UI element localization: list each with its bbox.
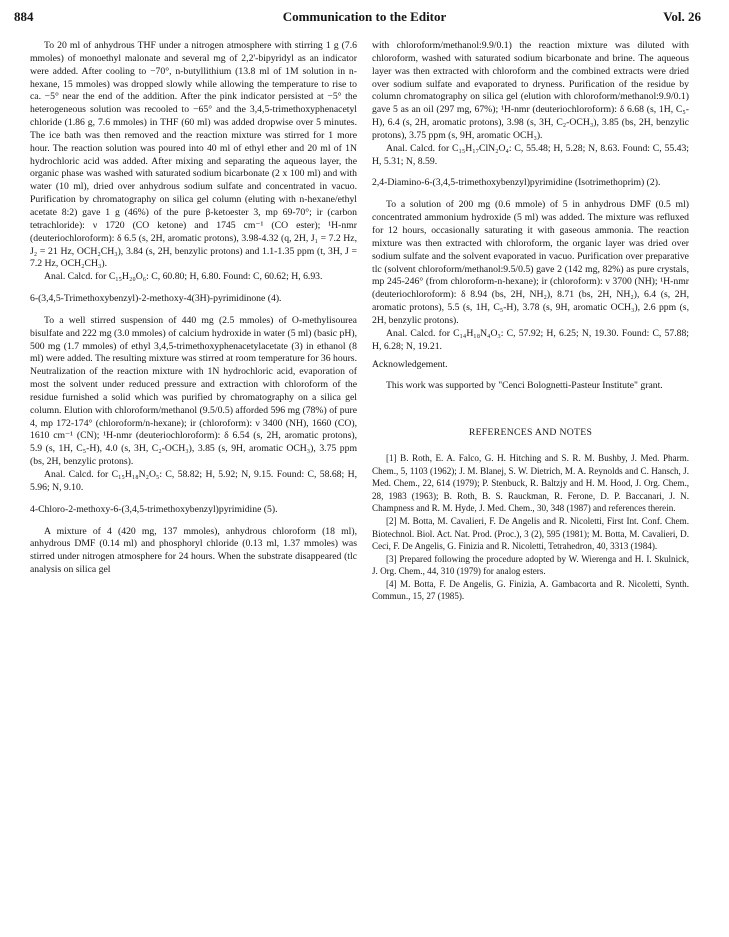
- reference-item: [3] Prepared following the procedure adopted by W. Wierenga and H. I. Skulnick, J. Org. Chem., 44, 310 (1979) for analog esters.: [372, 553, 689, 577]
- compound-5-heading: 4-Chloro-2-methoxy-6-(3,4,5-trimethoxybenzyl)pyrimidine (5).: [30, 503, 278, 515]
- reference-item: [2] M. Botta, M. Cavalieri, F. De Angelis and R. Nicoletti, First Int. Conf. Chem. Biotechnol. Biol. Act. Nat. Prod. (Proc.), 3 (2), 595 (1981); M. Botta, M. Cavalieri, D. Ceci, F. De Angelis, G. Finizia and R. Nicoletti, Tetrahedron, 40, 3313 (1984).: [372, 515, 689, 552]
- compound-5-procedure-cont: with chloroform/methanol:9.9/0.1) the reaction mixture was diluted with chloroform, washed with saturated sodium bicarbonate and brine. The aqueous layer was then extracted with chloroform and the combined extracts were dried over sodium sulfate and evaporated to dryness. Purification of the residue by column chromatography on silica gel (elution with chloroform/methanol:9.9/0.1) gave 5 as an oil (297 mg, 67%); ¹H-nmr (deuteriochloroform): δ 6.68 (s, 1H, C₅-H), 6.4 (s, 2H, aromatic protons), 3.98 (s, 3H, C₂-OCH₃), 3.85 (bs, 2H, benzylic protons), 3.75 ppm (s, 9H, aromatic OCH₃).: [372, 40, 689, 141]
- compound-4-heading: 6-(3,4,5-Trimethoxybenzyl)-2-methoxy-4(3H)-pyrimidinone (4).: [30, 293, 282, 305]
- acknowledgement-heading: Acknowledgement.: [372, 359, 448, 371]
- compound-2-heading: 2,4-Diamino-6-(3,4,5-trimethoxybenzyl)pyrimidine (Isotrimethoprim) (2).: [372, 177, 661, 189]
- ketoester-analysis: Anal. Calcd. for C₁₅H₂₀O₆: C, 60.80; H, 6.80. Found: C, 60.62; H, 6.93.: [44, 271, 323, 283]
- references-title: REFERENCES AND NOTES: [468, 427, 593, 439]
- compound-2-procedure: To a solution of 200 mg (0.6 mmole) of 5 in anhydrous DMF (0.5 ml) concentrated ammonium hydroxide (5 ml) was added. The mixture was refluxed for 12 hours, occasionally saturating it with gaseous ammonia. The reaction mixture was then extracted with chloroform, the organic layer was dried over sodium sulfate and the solvent evaporated in vacuo. Purification over preparative tlc (solvent chloroform/methanol:9.5/0.5) gave 2 (142 mg, 82%) as pure crystals, mp 245-246° (from chloroform-n-hexane); ir (chloroform): ν 3700 (NH); ¹H-nmr (deuteriochloroform): δ 8.94 (bs, 2H, NH₂), 8.71 (bs, 2H, NH₂), 6.4 (s, 2H, aromatic protons), 5.5 (s, 1H, C₅-H), 3.78 (s, 9H, aromatic OCH₃), 2.6 ppm (s, 2H, benzylic protons).: [372, 199, 689, 326]
- compound-4-analysis: Anal. Calcd. for C₁₅H₁₈N₂O₅: C, 58.82; H, 5.92; N, 9.15. Found: C, 58.68; H, 5.96; N, 9.10.: [30, 469, 357, 493]
- compound-5-analysis: Anal. Calcd. for C₁₅H₁₇ClN₂O₄: C, 55.48; H, 5.28; N, 8.63. Found: C, 55.43; H, 5.31; N, 8.59.: [372, 142, 689, 167]
- page-number: 884: [14, 9, 34, 24]
- reference-item: [1] B. Roth, E. A. Falco, G. H. Hitching and S. R. M. Bushby, J. Med. Pharm. Chem., 5, 1103 (1962); J. M. Blanej, S. W. Dietrich, M. A. Reynolds and C. Hansch, J. Med. Chem., 22, 614 (1979); P. Stenbuck, R. Baltzjy and H. M. Hood, J. Org. Chem., 28, 1983 (1963); B. Roth, B. S. Rauckman, R. Ferone, D. P. Baccanari, J. N. Champness and R. M. Hyde, J. Med. Chem., 30, 348 (1987) and references therein.: [372, 452, 689, 514]
- acknowledgement-text: This work was supported by "Cenci Bolognetti-Pasteur Institute" grant.: [386, 380, 663, 392]
- compound-4-procedure: To a well stirred suspension of 440 mg (2.5 mmoles) of O-methylisourea bisulfate and 222 mg (3.0 mmoles) of calcium hydroxide in water (5 ml) (basic pH), 500 mg (1.7 mmoles) of ethyl 3,4,5-trimethoxyphenacetylacetate (3) in ethanol (8 ml) were added. The resulting mixture was stirred at room temperature for 36 hours. Neutralization of the reaction mixture with 1N hydrochloric acid, evaporation of most the solvent under reduced pressure and extraction with chloroform of the residue furnished a solid which was purified by chromatography on a silica gel column. Elution with chloroform/methanol (9.5/0.5) afforded 596 mg (78%) of pure 4, mp 172-174° (chloroform/n-hexane); ir (chloroform): ν 3400 (NH), 1660 (CO), 1610 cm⁻¹ (CN); ¹H-nmr (deuteriochloroform): δ 6.54 (s, 2H, aromatic protons), 5.9 (s, 1H, C₅-H), 4.0 (s, 3H, C₂-OCH₃), 3.85 (s, 9H, aromatic OCH₃), 3.75 ppm (bs, 2H, benzylic protons).: [30, 314, 357, 468]
- right-column: [372, 40, 689, 603]
- compound-5-procedure: A mixture of 4 (420 mg, 137 mmoles), anhydrous chloroform (18 ml), anhydrous DMF (0.14 ml) and phosphoryl chloride (0.13 ml, 1.37 mmoles) was stirred under nitrogen atmosphere for 24 hours. When the substrate disappeared (tlc analysis on silica gel: [30, 525, 357, 576]
- compound-2-analysis: Anal. Calcd. for C₁₄H₁₈N₄O₃: C, 57.92; H, 6.25; N, 19.30. Found: C, 57.88; H, 6.28; N, 19.21.: [372, 327, 689, 352]
- volume-label: Vol. 26: [663, 9, 701, 24]
- running-head: Communication to the Editor: [282, 9, 447, 24]
- reference-item: [4] M. Botta, F. De Angelis, G. Finizia, A. Gambacorta and R. Nicoletti, Synth. Commun., 15, 27 (1985).: [372, 578, 689, 602]
- left-column: [30, 40, 357, 577]
- ketoester-procedure: To 20 ml of anhydrous THF under a nitrogen atmosphere with stirring 1 g (7.6 mmoles) of monoethyl malonate and several mg of 2,2'-bipyridyl as an indicator were added. After cooling to −70°, n-butyllithium (13.8 ml of 1M solution in n-hexane, 15 mmoles) was dropped slowly while allowing the temperature to rise to ca. −5° near the end of the addition. After the pink indicator persisted at −5° the heterogeneous solution was recooled to −65° and the 3,4,5-trimethoxyphenacetyl chloride (1.86 g, 7.6 mmoles) in THF (60 ml) was added dropwise over 5 minutes. The ice bath was then removed and the reaction mixture was stirred for 1 more hour. The reaction solution was poured into 40 ml of ethyl ether and 20 ml of 1N hydrochloric acid was added. After mixing and separating the aqueous layer, the organic phase was washed with saturated sodium bicarbonate (2 x 100 ml) and with water (10 ml), dried over anhydrous sodium sulfate and concentrated in vacuo. Purification by chromatography on silica gel column (eluting with n-hexane/ethyl acetate 8:2) gave 1 g (46%) of the pure β-ketoester 3, mp 69-70°; ir (carbon tetrachloride): ν 1720 (CO ketone) and 1745 cm⁻¹ (CO ester); ¹H-nmr (deuteriochloroform): δ 6.5 (s, 2H, aromatic protons), 3.98-4.32 (q, 2H, J₁ = 7.2 Hz, J₂ = 21 Hz, OCH₂CH₃), 3.84 (s, 2H, benzylic protons) and 1.1-1.35 ppm (t, 3H, J = 7.2 Hz, OCH₂CH₃).: [30, 40, 357, 270]
- references-list: [372, 452, 689, 603]
